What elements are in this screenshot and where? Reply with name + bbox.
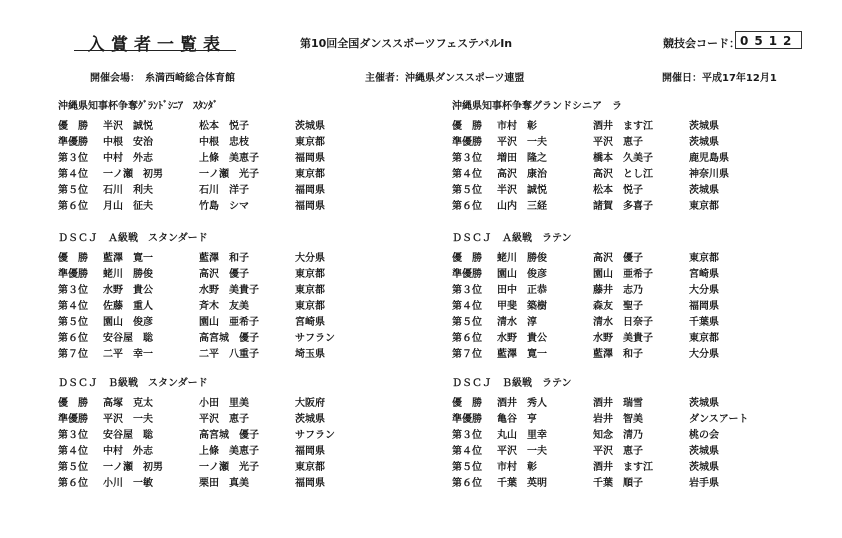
rank: 優 勝 <box>452 253 482 264</box>
rank: 準優勝 <box>58 414 88 425</box>
leader-name: 市村 彰 <box>497 121 537 132</box>
partner-name: 藍澤 和子 <box>593 349 643 360</box>
result-row <box>58 313 325 329</box>
result-row <box>58 329 335 345</box>
result-row <box>58 165 325 181</box>
affiliation: サフラン <box>295 430 335 441</box>
partner-name: 平沢 恵子 <box>593 446 643 457</box>
partner-name: 二平 八重子 <box>199 349 259 360</box>
leader-name: 蛯川 勝俊 <box>103 269 153 280</box>
leader-name: 藍澤 寛一 <box>103 253 153 264</box>
leader-name: 千葉 英明 <box>497 478 547 489</box>
rank: 第５位 <box>452 462 482 473</box>
leader-name: 園山 俊彦 <box>103 317 153 328</box>
affiliation: 鹿児島県 <box>689 153 729 164</box>
leader-name: 半沢 誠悦 <box>103 121 153 132</box>
leader-name: 佐藤 重人 <box>103 301 153 312</box>
leader-name: 園山 俊彦 <box>497 269 547 280</box>
page-title: 入賞者一覧表 <box>88 35 226 55</box>
result-row <box>452 133 719 149</box>
partner-name: 上條 美恵子 <box>199 446 259 457</box>
partner-name: 竹島 シマ <box>199 201 249 212</box>
section-title: 沖縄県知事杯争奪ｸﾞﾗﾝﾄﾞｼﾆｱ ｽﾀﾝﾀﾞ <box>58 101 218 112</box>
affiliation: 東京都 <box>295 137 325 148</box>
section-title: ＤＳＣＪ Ａ級戦 スタンダード <box>58 233 208 244</box>
partner-name: 高宮城 優子 <box>199 430 259 441</box>
rank: 準優勝 <box>58 269 88 280</box>
affiliation: 宮崎県 <box>689 269 719 280</box>
competition-code-label: 競技会コード： <box>663 37 740 50</box>
affiliation: 福岡県 <box>295 201 325 212</box>
results-section <box>452 232 719 361</box>
rank: 第５位 <box>452 185 482 196</box>
leader-name: 平沢 一夫 <box>497 137 547 148</box>
result-row <box>452 458 719 474</box>
leader-name: 二平 幸一 <box>103 349 153 360</box>
partner-name: 酒井 ます江 <box>593 462 653 473</box>
title-underline <box>74 50 236 51</box>
affiliation: ダンスアート <box>689 414 749 425</box>
partner-name: 水野 美貴子 <box>593 333 653 344</box>
partner-name: 酒井 ます江 <box>593 121 653 132</box>
leader-name: 甲斐 築樹 <box>497 301 547 312</box>
result-row <box>58 345 325 361</box>
rank: 第３位 <box>58 430 88 441</box>
leader-name: 中根 安治 <box>103 137 153 148</box>
partner-name: 森友 聖子 <box>593 301 643 312</box>
partner-name: 一ノ瀬 光子 <box>199 169 259 180</box>
result-row <box>452 165 729 181</box>
partner-name: 高宮城 優子 <box>199 333 259 344</box>
rank: 優 勝 <box>452 121 482 132</box>
rank: 第４位 <box>452 301 482 312</box>
section-title: ＤＳＣＪ Ａ級戦 ラテン <box>452 233 572 244</box>
result-row <box>58 249 325 265</box>
partner-name: 高沢 優子 <box>593 253 643 264</box>
partner-name: 斉木 友美 <box>199 301 249 312</box>
partner-name: 上條 美恵子 <box>199 153 259 164</box>
affiliation: 東京都 <box>295 462 325 473</box>
result-row <box>452 410 749 426</box>
rank: 第３位 <box>452 153 482 164</box>
result-row <box>452 426 719 442</box>
leader-name: 中村 外志 <box>103 446 153 457</box>
leader-name: 丸山 里幸 <box>497 430 547 441</box>
rank: 第６位 <box>58 333 88 344</box>
leader-name: 酒井 秀人 <box>497 398 547 409</box>
rank: 第４位 <box>452 169 482 180</box>
partner-name: 園山 亜希子 <box>199 317 259 328</box>
result-row <box>58 442 325 458</box>
partner-name: 栗田 真美 <box>199 478 249 489</box>
leader-name: 増田 隆之 <box>497 153 547 164</box>
results-section <box>58 100 325 213</box>
rank: 第７位 <box>58 349 88 360</box>
section-title: ＤＳＣＪ Ｂ級戦 スタンダード <box>58 378 208 389</box>
affiliation: 岩手県 <box>689 478 719 489</box>
rank: 準優勝 <box>452 269 482 280</box>
results-section <box>452 100 729 213</box>
affiliation: 千葉県 <box>689 317 719 328</box>
partner-name: 松本 悦子 <box>199 121 249 132</box>
rank: 第５位 <box>58 317 88 328</box>
leader-name: 亀谷 亨 <box>497 414 537 425</box>
rank: 第６位 <box>58 478 88 489</box>
affiliation: 東京都 <box>295 285 325 296</box>
result-row <box>452 297 719 313</box>
rank: 準優勝 <box>452 137 482 148</box>
partner-name: 中根 忠枝 <box>199 137 249 148</box>
result-row <box>452 249 719 265</box>
result-row <box>452 117 719 133</box>
affiliation: 東京都 <box>295 269 325 280</box>
result-row <box>452 329 719 345</box>
rank: 第４位 <box>452 446 482 457</box>
rank: 優 勝 <box>452 398 482 409</box>
leader-name: 平沢 一夫 <box>497 446 547 457</box>
section-title: 沖縄県知事杯争奪グランドシニア ラ <box>452 101 622 112</box>
leader-name: 半沢 誠悦 <box>497 185 547 196</box>
results-section <box>58 377 335 490</box>
affiliation: 東京都 <box>295 169 325 180</box>
rank: 第６位 <box>452 478 482 489</box>
result-row <box>58 281 325 297</box>
affiliation: 東京都 <box>689 333 719 344</box>
leader-name: 市村 彰 <box>497 462 537 473</box>
result-row <box>58 265 325 281</box>
leader-name: 平沢 一夫 <box>103 414 153 425</box>
partner-name: 高沢 優子 <box>199 269 249 280</box>
rank: 第３位 <box>452 430 482 441</box>
leader-name: 安谷屋 聡 <box>103 333 153 344</box>
affiliation: 埼玉県 <box>295 349 325 360</box>
affiliation: 茨城県 <box>295 414 325 425</box>
partner-name: 酒井 瑞雪 <box>593 398 643 409</box>
partner-name: 水野 美貴子 <box>199 285 259 296</box>
leader-name: 藍澤 寛一 <box>497 349 547 360</box>
partner-name: 平沢 恵子 <box>199 414 249 425</box>
affiliation: 茨城県 <box>689 462 719 473</box>
affiliation: 茨城県 <box>689 398 719 409</box>
leader-name: 田中 正恭 <box>497 285 547 296</box>
leader-name: 清水 淳 <box>497 317 537 328</box>
affiliation: 福岡県 <box>689 301 719 312</box>
leader-name: 一ノ瀬 初男 <box>103 462 163 473</box>
rank: 準優勝 <box>58 137 88 148</box>
partner-name: 知念 清乃 <box>593 430 643 441</box>
rank: 第５位 <box>452 317 482 328</box>
affiliation: 大分県 <box>689 349 719 360</box>
leader-name: 中村 外志 <box>103 153 153 164</box>
partner-name: 松本 悦子 <box>593 185 643 196</box>
affiliation: 大分県 <box>295 253 325 264</box>
venue: 開催会場： 糸満西崎総合体育館 <box>90 73 235 84</box>
result-row <box>452 474 719 490</box>
affiliation: サフラン <box>295 333 335 344</box>
partner-name: 小田 里美 <box>199 398 249 409</box>
partner-name: 千葉 順子 <box>593 478 643 489</box>
result-row <box>58 133 325 149</box>
partner-name: 平沢 恵子 <box>593 137 643 148</box>
affiliation: 福岡県 <box>295 446 325 457</box>
partner-name: 一ノ瀬 光子 <box>199 462 259 473</box>
event-date: 開催日：平成17年12月1 <box>662 73 777 84</box>
results-section <box>452 377 749 490</box>
result-row <box>452 281 719 297</box>
rank: 第３位 <box>58 153 88 164</box>
affiliation: 茨城県 <box>689 121 719 132</box>
rank: 優 勝 <box>58 398 88 409</box>
partner-name: 藍澤 和子 <box>199 253 249 264</box>
rank: 第４位 <box>58 446 88 457</box>
result-row <box>58 197 325 213</box>
leader-name: 一ノ瀬 初男 <box>103 169 163 180</box>
competition-code-value: 0512 <box>735 31 802 49</box>
result-row <box>58 149 325 165</box>
event-name: 第10回全国ダンススポーツフェステバルIn <box>300 37 513 50</box>
result-row <box>452 197 719 213</box>
result-row <box>58 117 325 133</box>
leader-name: 高沢 康治 <box>497 169 547 180</box>
rank: 第６位 <box>452 201 482 212</box>
rank: 第７位 <box>452 349 482 360</box>
partner-name: 諸賀 多喜子 <box>593 201 653 212</box>
partner-name: 石川 洋子 <box>199 185 249 196</box>
affiliation: 桃の会 <box>689 430 719 441</box>
section-title: ＤＳＣＪ Ｂ級戦 ラテン <box>452 378 572 389</box>
rank: 優 勝 <box>58 253 88 264</box>
partner-name: 清水 日奈子 <box>593 317 653 328</box>
rank: 第３位 <box>452 285 482 296</box>
affiliation: 東京都 <box>689 201 719 212</box>
rank: 準優勝 <box>452 414 482 425</box>
organizer: 主催者：沖縄県ダンススポーツ連盟 <box>365 73 525 84</box>
affiliation: 福岡県 <box>295 185 325 196</box>
rank: 第５位 <box>58 185 88 196</box>
partner-name: 園山 亜希子 <box>593 269 653 280</box>
result-row <box>452 181 719 197</box>
partner-name: 高沢 とし江 <box>593 169 653 180</box>
result-row <box>452 345 719 361</box>
affiliation: 茨城県 <box>689 446 719 457</box>
affiliation: 神奈川県 <box>689 169 729 180</box>
result-row <box>58 426 335 442</box>
rank: 第３位 <box>58 285 88 296</box>
partner-name: 岩井 智美 <box>593 414 643 425</box>
rank: 第４位 <box>58 301 88 312</box>
affiliation: 福岡県 <box>295 153 325 164</box>
result-row <box>452 149 729 165</box>
affiliation: 福岡県 <box>295 478 325 489</box>
rank: 第６位 <box>452 333 482 344</box>
result-row <box>58 181 325 197</box>
leader-name: 月山 征夫 <box>103 201 153 212</box>
leader-name: 高塚 克太 <box>103 398 153 409</box>
rank: 第４位 <box>58 169 88 180</box>
affiliation: 東京都 <box>295 301 325 312</box>
affiliation: 茨城県 <box>689 137 719 148</box>
rank: 第６位 <box>58 201 88 212</box>
leader-name: 水野 貴公 <box>497 333 547 344</box>
result-row <box>452 394 719 410</box>
affiliation: 大分県 <box>689 285 719 296</box>
result-row <box>452 442 719 458</box>
leader-name: 山内 三経 <box>497 201 547 212</box>
rank: 第５位 <box>58 462 88 473</box>
leader-name: 水野 貴公 <box>103 285 153 296</box>
affiliation: 茨城県 <box>689 185 719 196</box>
result-row <box>58 394 325 410</box>
result-row <box>58 297 325 313</box>
result-row <box>58 474 325 490</box>
result-row <box>58 458 325 474</box>
partner-name: 藤井 志乃 <box>593 285 643 296</box>
result-row <box>452 313 719 329</box>
affiliation: 東京都 <box>689 253 719 264</box>
leader-name: 小川 一敏 <box>103 478 153 489</box>
affiliation: 大阪府 <box>295 398 325 409</box>
leader-name: 安谷屋 聡 <box>103 430 153 441</box>
leader-name: 蛯川 勝俊 <box>497 253 547 264</box>
result-row <box>452 265 719 281</box>
affiliation: 茨城県 <box>295 121 325 132</box>
rank: 優 勝 <box>58 121 88 132</box>
results-section <box>58 232 335 361</box>
partner-name: 橋本 久美子 <box>593 153 653 164</box>
result-row <box>58 410 325 426</box>
leader-name: 石川 利夫 <box>103 185 153 196</box>
affiliation: 宮崎県 <box>295 317 325 328</box>
